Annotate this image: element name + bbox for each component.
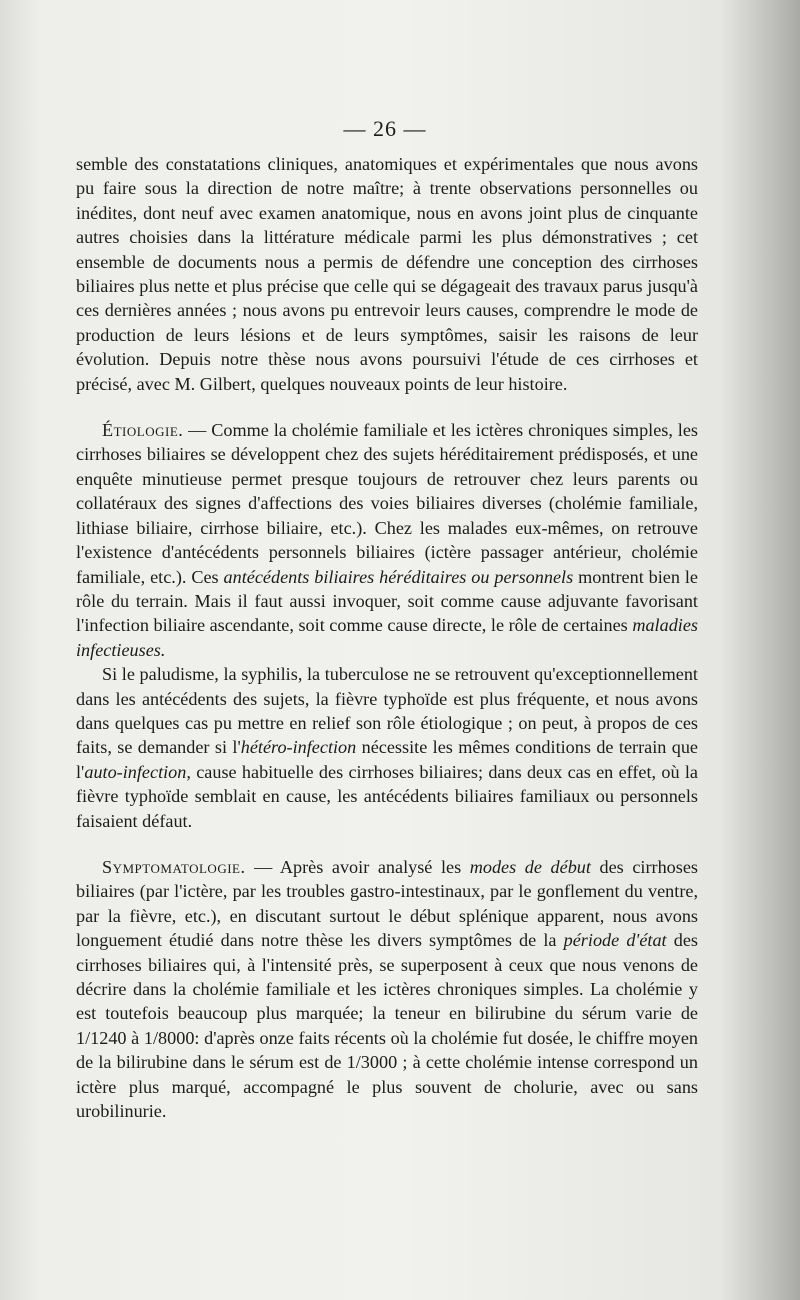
page-number: — 26 — — [343, 116, 427, 141]
paragraph-fievre-typhoide: Si le paludisme, la syphilis, la tuberculose ne se retrouvent qu'exceptionnellement dans les antécédents des sujets, la fièvre typhoïde est plus fréquente, et nous avons dans quelques cas pu mettre en relief son rôle étiologique ; on peut, à propos de ces faits, se demander si l'hétéro-infection nécessite les mêmes conditions de terrain que l'auto-infection, cause habituelle des cirrhoses biliaires; dans deux cas en effet, où la fièvre typhoïde semblait en cause, les antécédents biliaires familiaux ou personnels faisaient défaut. — [76, 664, 698, 831]
paragraph-etiologie: Étiologie. — Comme la cholémie familiale et les ictères chroniques simples, les cirrhoses biliaires se développent chez des sujets héréditairement prédisposés, et une enquête minutieuse permet presque toujours de retrouver chez leurs parents ou collatéraux des signes d'affections des voies biliaires diverses (cholémie familiale, lithiase biliaire, cirrhose biliaire, etc.). Chez les malades eux-mêmes, on retrouve l'existence d'antécédents personnels biliaires (ictère passager antérieur, cholémie familiale, etc.). Ces antécédents biliaires héréditaires ou personnels montrent bien le rôle du terrain. Mais il faut aussi invoquer, soit comme cause adjuvante favorisant l'infection biliaire ascendante, soit comme cause directe, le rôle de certaines maladies infectieuses. — [76, 420, 698, 660]
paragraph-intro-continuation: semble des constatations cliniques, anatomiques et expérimentales que nous avons pu faire sous la direction de notre maître; à trente observations personnelles ou inédites, dont neuf avec examen anatomique, nous en avons joint plus de cinquante autres choisies dans la littérature médicale parmi les plus démonstratives ; cet ensemble de documents nous a permis de défendre une conception des cirrhoses biliaires plus nette et plus précise que celle qui se dégageait des travaux parus jusqu'à ces dernières années ; nous avons pu entrevoir leurs causes, comprendre le mode de production de leurs lésions et de leurs symptômes, saisir les raisons de leur évolution. Depuis notre thèse nous avons poursuivi l'étude de ces cirrhoses et précisé, avec M. Gilbert, quelques nouveaux points de leur histoire. — [76, 154, 698, 394]
paragraph-symptomatologie: Symptomatologie. — Après avoir analysé les modes de début des cirrhoses biliaires (par l'ictère, par les troubles gastro-intestinaux, par le gonflement du ventre, par la fièvre, etc.), en discutant surtout le début splénique apparent, nous avons longuement étudié dans notre thèse les divers symptômes de la période d'état des cirrhoses biliaires qui, à l'intensité près, se superposent à ceux que nous venons de décrire dans la cholémie familiale et les ictères chroniques simples. La cholémie y est toutefois beaucoup plus marquée; la teneur en bilirubine du sérum varie de 1/1240 à 1/8000: d'après onze faits récents où la cholémie fut dosée, le chiffre moyen de la bilirubine dans le sérum est de 1/3000 ; à cette cholémie intense correspond un ictère plus marqué, accompagné le plus souvent de cholurie, avec ou sans urobilinurie. — [76, 856, 698, 1122]
body-text — [76, 152, 698, 1123]
section-lead-etiologie: Étiologie. — [102, 420, 184, 441]
section-lead-symptomatologie: Symptomatologie. — [102, 856, 246, 877]
